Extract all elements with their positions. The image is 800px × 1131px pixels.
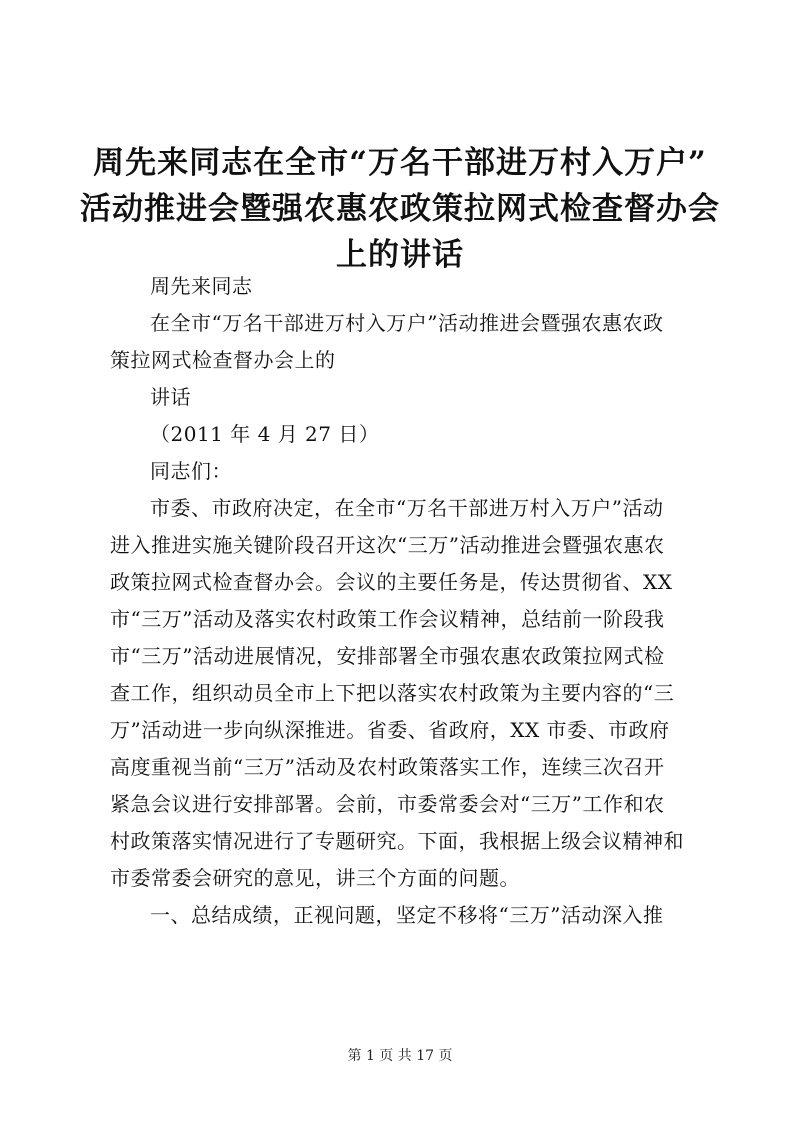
paragraph-line: 万”活动进一步向纵深推进。省委、省政府，XX 市委、市政府 — [110, 718, 670, 742]
section-heading-line: 一、总结成绩，正视问题，坚定不移将“三万”活动深入推 — [150, 903, 664, 927]
paragraph-line: 市委、市政府决定，在全市“万名干部进万村入万户”活动 — [150, 496, 664, 520]
paragraph-line: 村政策落实情况进行了专题研究。下面，我根据上级会议精神和 — [110, 829, 684, 853]
page-footer: 第 1 页 共 17 页 — [347, 1048, 453, 1064]
document-body — [110, 268, 700, 934]
speech-date: （2011 年 4 月 27 日） — [150, 422, 380, 446]
document-title — [70, 140, 730, 278]
subtitle-line-1: 在全市“万名干部进万村入万户”活动推进会暨强农惠农政 — [150, 311, 664, 335]
title-line-3: 上的讲话 — [336, 237, 464, 273]
paragraph-line: 市委常委会研究的意见，讲三个方面的问题。 — [110, 866, 520, 890]
paragraph-line: 政策拉网式检查督办会。会议的主要任务是，传达贯彻省、XX — [110, 570, 673, 594]
paragraph-line: 紧急会议进行安排部署。会前，市委常委会对“三万”工作和农 — [110, 792, 665, 816]
paragraph-line: 市“三万”活动及落实农村政策工作会议精神，总结前一阶段我 — [110, 607, 665, 631]
paragraph-line: 进入推进实施关键阶段召开这次“三万”活动推进会暨强农惠农 — [110, 533, 665, 557]
paragraph-line: 市“三万”活动进展情况，安排部署全市强农惠农政策拉网式检 — [110, 644, 665, 668]
title-line-1: 周先来同志在全市“万名干部进万村入万户” — [93, 145, 707, 181]
subtitle-line-3: 讲话 — [150, 385, 191, 409]
salutation: 同志们： — [150, 459, 232, 483]
speaker-name: 周先来同志 — [150, 274, 253, 298]
paragraph-line: 高度重视当前“三万”活动及农村政策落实工作，连续三次召开 — [110, 755, 665, 779]
paragraph-line: 查工作，组织动员全市上下把以落实农村政策为主要内容的“三 — [110, 681, 675, 705]
subtitle-line-2: 策拉网式检查督办会上的 — [110, 348, 336, 372]
title-line-2: 活动推进会暨强农惠农政策拉网式检查督办会 — [80, 191, 720, 227]
